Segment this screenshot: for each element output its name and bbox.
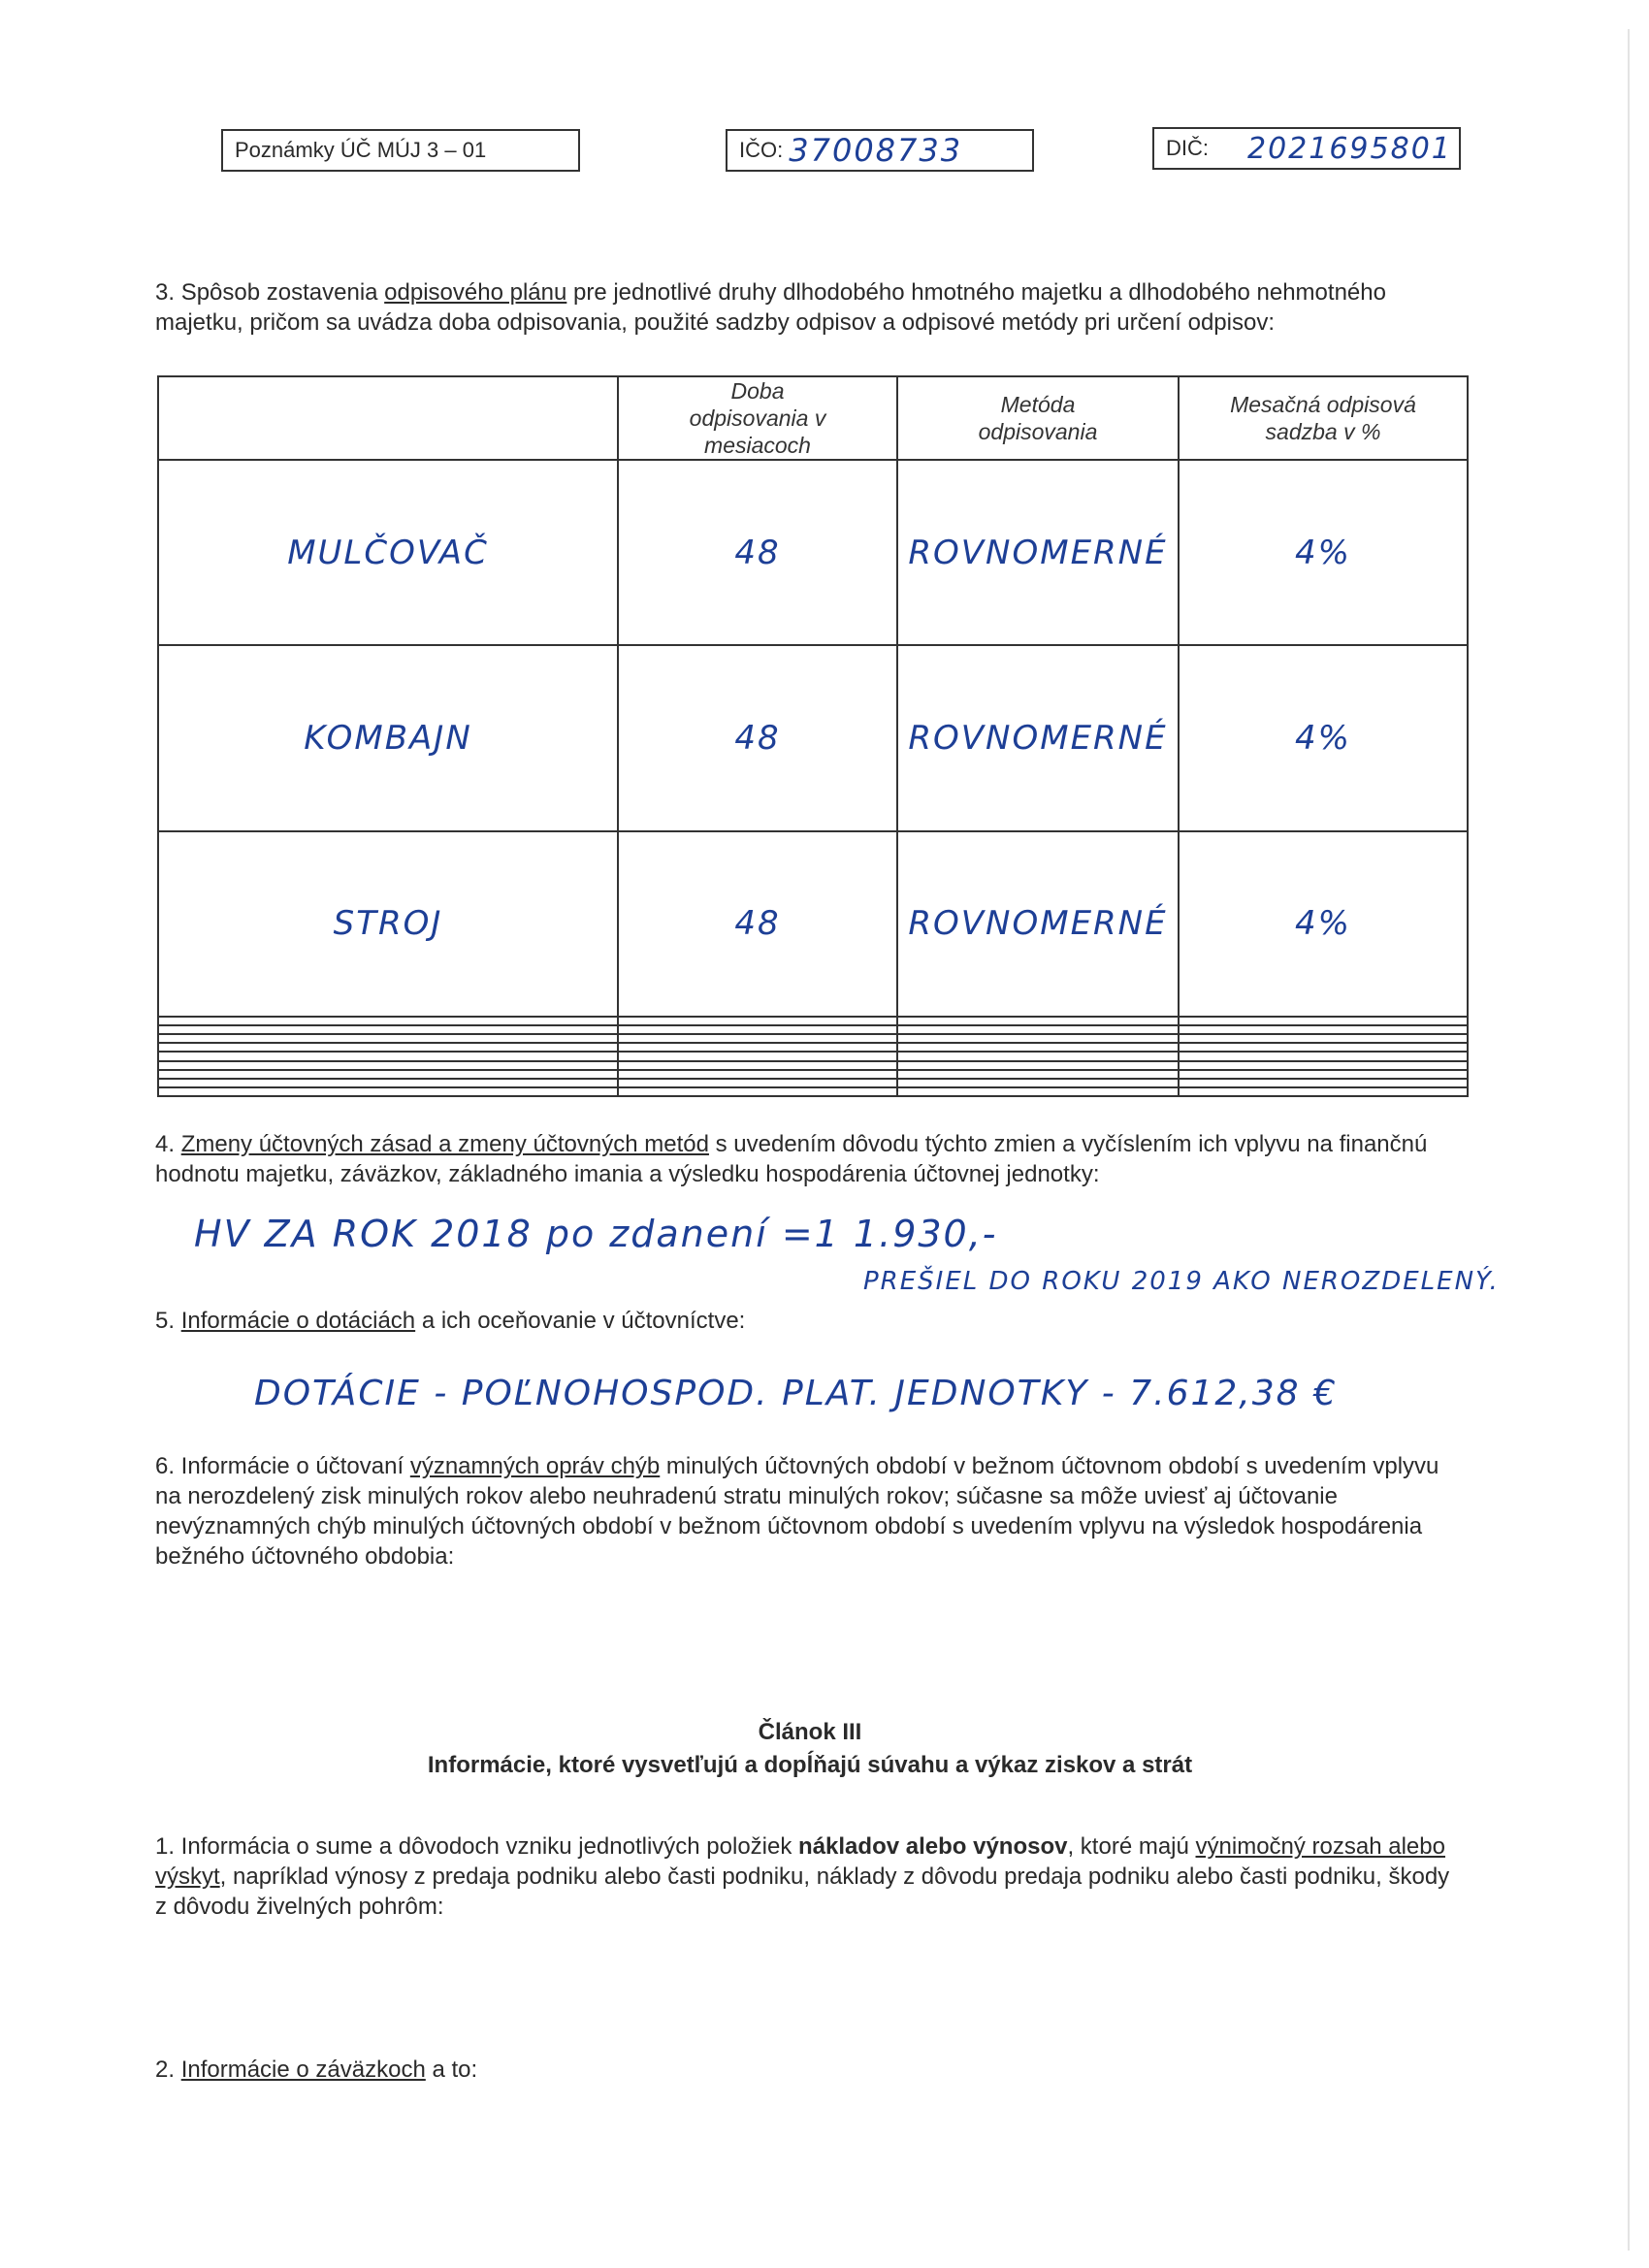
table-row	[158, 1034, 1468, 1043]
table-cell	[1179, 1025, 1468, 1034]
depreciation-table	[157, 375, 1469, 1097]
section3-text-after: pre jednotlivé druhy dlhodobého hmotného majetku a dlhodobého nehmotného majetku, pričom sa uvádza doba odpisovania, použité sadzby odpisov a odpisové metódy pri určení odpisov:	[155, 279, 1386, 336]
table-cell	[897, 1017, 1179, 1025]
article-item1-text-mid: , ktoré majú	[1067, 1833, 1196, 1860]
table-header-row	[158, 376, 1468, 460]
table-cell: ROVNOMERNÉ	[897, 831, 1179, 1017]
table-cell	[897, 1061, 1179, 1070]
table-cell	[897, 1087, 1179, 1096]
table-row	[158, 1061, 1468, 1070]
table-row	[158, 831, 1468, 1017]
table-row	[158, 1070, 1468, 1079]
table-header-cell: Mesačná odpisová sadzba v %	[1179, 376, 1468, 460]
table-cell: STROJ	[158, 831, 618, 1017]
section4-handwritten-line2: PREŠIEL DO ROKU 2019 AKO NEROZDELENÝ.	[863, 1267, 1500, 1296]
table-cell	[618, 1061, 897, 1070]
table-cell	[897, 1052, 1179, 1060]
article-item2-text-after: a to:	[425, 2057, 478, 2083]
table-cell	[897, 1025, 1179, 1034]
table-row	[158, 1079, 1468, 1087]
note-label-box	[221, 129, 580, 172]
article-item1-text-after: , napríklad výnosy z predaja podniku alebo časti podniku, náklady z dôvodu predaja podniku alebo časti podniku, škody z dôvodu živelných pohrôm:	[155, 1863, 1450, 1920]
table-row	[158, 460, 1468, 645]
table-cell	[618, 1079, 897, 1087]
table-cell	[158, 1079, 618, 1087]
table-cell: KOMBAJN	[158, 645, 618, 830]
ico-value: 37008733	[789, 132, 963, 169]
table-cell	[618, 1034, 897, 1043]
table-cell	[897, 1070, 1179, 1079]
table-cell	[1179, 1079, 1468, 1087]
table-cell	[158, 1052, 618, 1060]
section5-link: Informácie o dotáciách	[180, 1308, 416, 1334]
section6-text	[155, 1451, 1465, 1571]
table-cell: 48	[618, 460, 897, 645]
section4-link: Zmeny účtovných zásad a zmeny účtovných metód	[180, 1131, 709, 1157]
section5-text-after: a ich oceňovanie v účtovníctve:	[415, 1308, 746, 1334]
article-item2-link: Informácie o záväzkoch	[180, 2057, 426, 2083]
section4-text	[155, 1129, 1465, 1189]
table-cell: 4%	[1179, 460, 1468, 645]
section3-number: 3.	[155, 279, 176, 306]
section6-text-after: minulých účtovných období v bežnom účtovnom období s uvedením vplyvu na nerozdelený zisk minulých rokov alebo neuhradenú stratu minulých rokov; súčasne sa môže uviesť aj účtovanie nevýznamných chýb minulých účtovných období v bežnom účtovnom období s uvedením vplyvu na výsledok hospodárenia bežného účtovného obdobia:	[155, 1453, 1439, 1570]
ico-box	[726, 129, 1034, 172]
table-header-cell: Doba odpisovania v mesiacoch	[618, 376, 897, 460]
scan-edge	[1628, 29, 1630, 2251]
article-item2-text	[155, 2055, 1465, 2085]
table-cell	[158, 1017, 618, 1025]
table-cell	[158, 1061, 618, 1070]
section4-number: 4.	[155, 1131, 176, 1157]
article-subtitle: Informácie, ktoré vysvetľujú a dopĺňajú súvahu a výkaz ziskov a strát	[427, 1752, 1193, 1778]
section6-text-before: 6. Informácie o účtovaní	[155, 1453, 410, 1479]
table-cell	[618, 1087, 897, 1096]
table-row	[158, 1087, 1468, 1096]
table-cell	[158, 1034, 618, 1043]
section3-text-before: Spôsob zostavenia	[180, 279, 385, 306]
table-header-cell: Metóda odpisovania	[897, 376, 1179, 460]
table-row	[158, 1025, 1468, 1034]
article-item1-link: výnimočný rozsah alebo výskyt	[155, 1833, 1445, 1890]
article-item2-number: 2.	[155, 2057, 176, 2083]
ico-label: IČO:	[739, 138, 784, 162]
table-cell	[618, 1043, 897, 1052]
table-cell	[618, 1017, 897, 1025]
section5-handwritten: DOTÁCIE - POĽNOHOSPOD. PLAT. JEDNOTKY - 7.612,38 €	[254, 1374, 1338, 1413]
table-cell	[618, 1052, 897, 1060]
table-header-cell	[158, 376, 618, 460]
table-cell	[1179, 1087, 1468, 1096]
section4-text-after: s uvedením dôvodu týchto zmien a vyčíslením ich vplyvu na finančnú hodnotu majetku, záväzkov, základného imania a výsledku hospodárenia účtovnej jednotky:	[155, 1131, 1428, 1187]
table-cell	[1179, 1061, 1468, 1070]
table-row	[158, 645, 1468, 830]
table-row	[158, 1043, 1468, 1052]
table-cell	[1179, 1017, 1468, 1025]
table-cell	[618, 1025, 897, 1034]
table-cell	[158, 1043, 618, 1052]
section3-link: odpisového plánu	[384, 279, 567, 306]
dic-value: 2021695801	[1247, 131, 1452, 166]
note-label: Poznámky ÚČ MÚJ 3 – 01	[235, 138, 487, 162]
table-cell: 4%	[1179, 831, 1468, 1017]
article-title: Článok III	[758, 1719, 862, 1745]
table-cell: ROVNOMERNÉ	[897, 645, 1179, 830]
dic-box	[1152, 127, 1461, 170]
section5-number: 5.	[155, 1308, 176, 1334]
section3-text	[155, 277, 1465, 338]
table-cell	[1179, 1070, 1468, 1079]
table-cell	[1179, 1034, 1468, 1043]
table-cell	[1179, 1043, 1468, 1052]
table-cell: MULČOVAČ	[158, 460, 618, 645]
section6-link: významných opráv chýb	[409, 1453, 661, 1479]
table-cell	[897, 1043, 1179, 1052]
article-item1-text	[155, 1831, 1465, 1922]
table-cell: 48	[618, 645, 897, 830]
table-cell	[158, 1087, 618, 1096]
table-cell: 48	[618, 831, 897, 1017]
table-cell	[1179, 1052, 1468, 1060]
table-cell	[897, 1034, 1179, 1043]
article-item1-text-before: 1. Informácia o sume a dôvodoch vzniku jednotlivých položiek	[155, 1833, 799, 1860]
table-row	[158, 1052, 1468, 1060]
dic-label: DIČ:	[1166, 136, 1209, 160]
table-cell	[158, 1070, 618, 1079]
table-cell: 4%	[1179, 645, 1468, 830]
article-item1-bold: nákladov alebo výnosov	[798, 1833, 1068, 1860]
table-row	[158, 1017, 1468, 1025]
section4-handwritten-line1: HV ZA ROK 2018 po zdanení =1 1.930,-	[194, 1213, 998, 1255]
table-cell	[618, 1070, 897, 1079]
table-cell	[897, 1079, 1179, 1087]
section5-text	[155, 1306, 1465, 1336]
table-cell: ROVNOMERNÉ	[897, 460, 1179, 645]
table-cell	[158, 1025, 618, 1034]
